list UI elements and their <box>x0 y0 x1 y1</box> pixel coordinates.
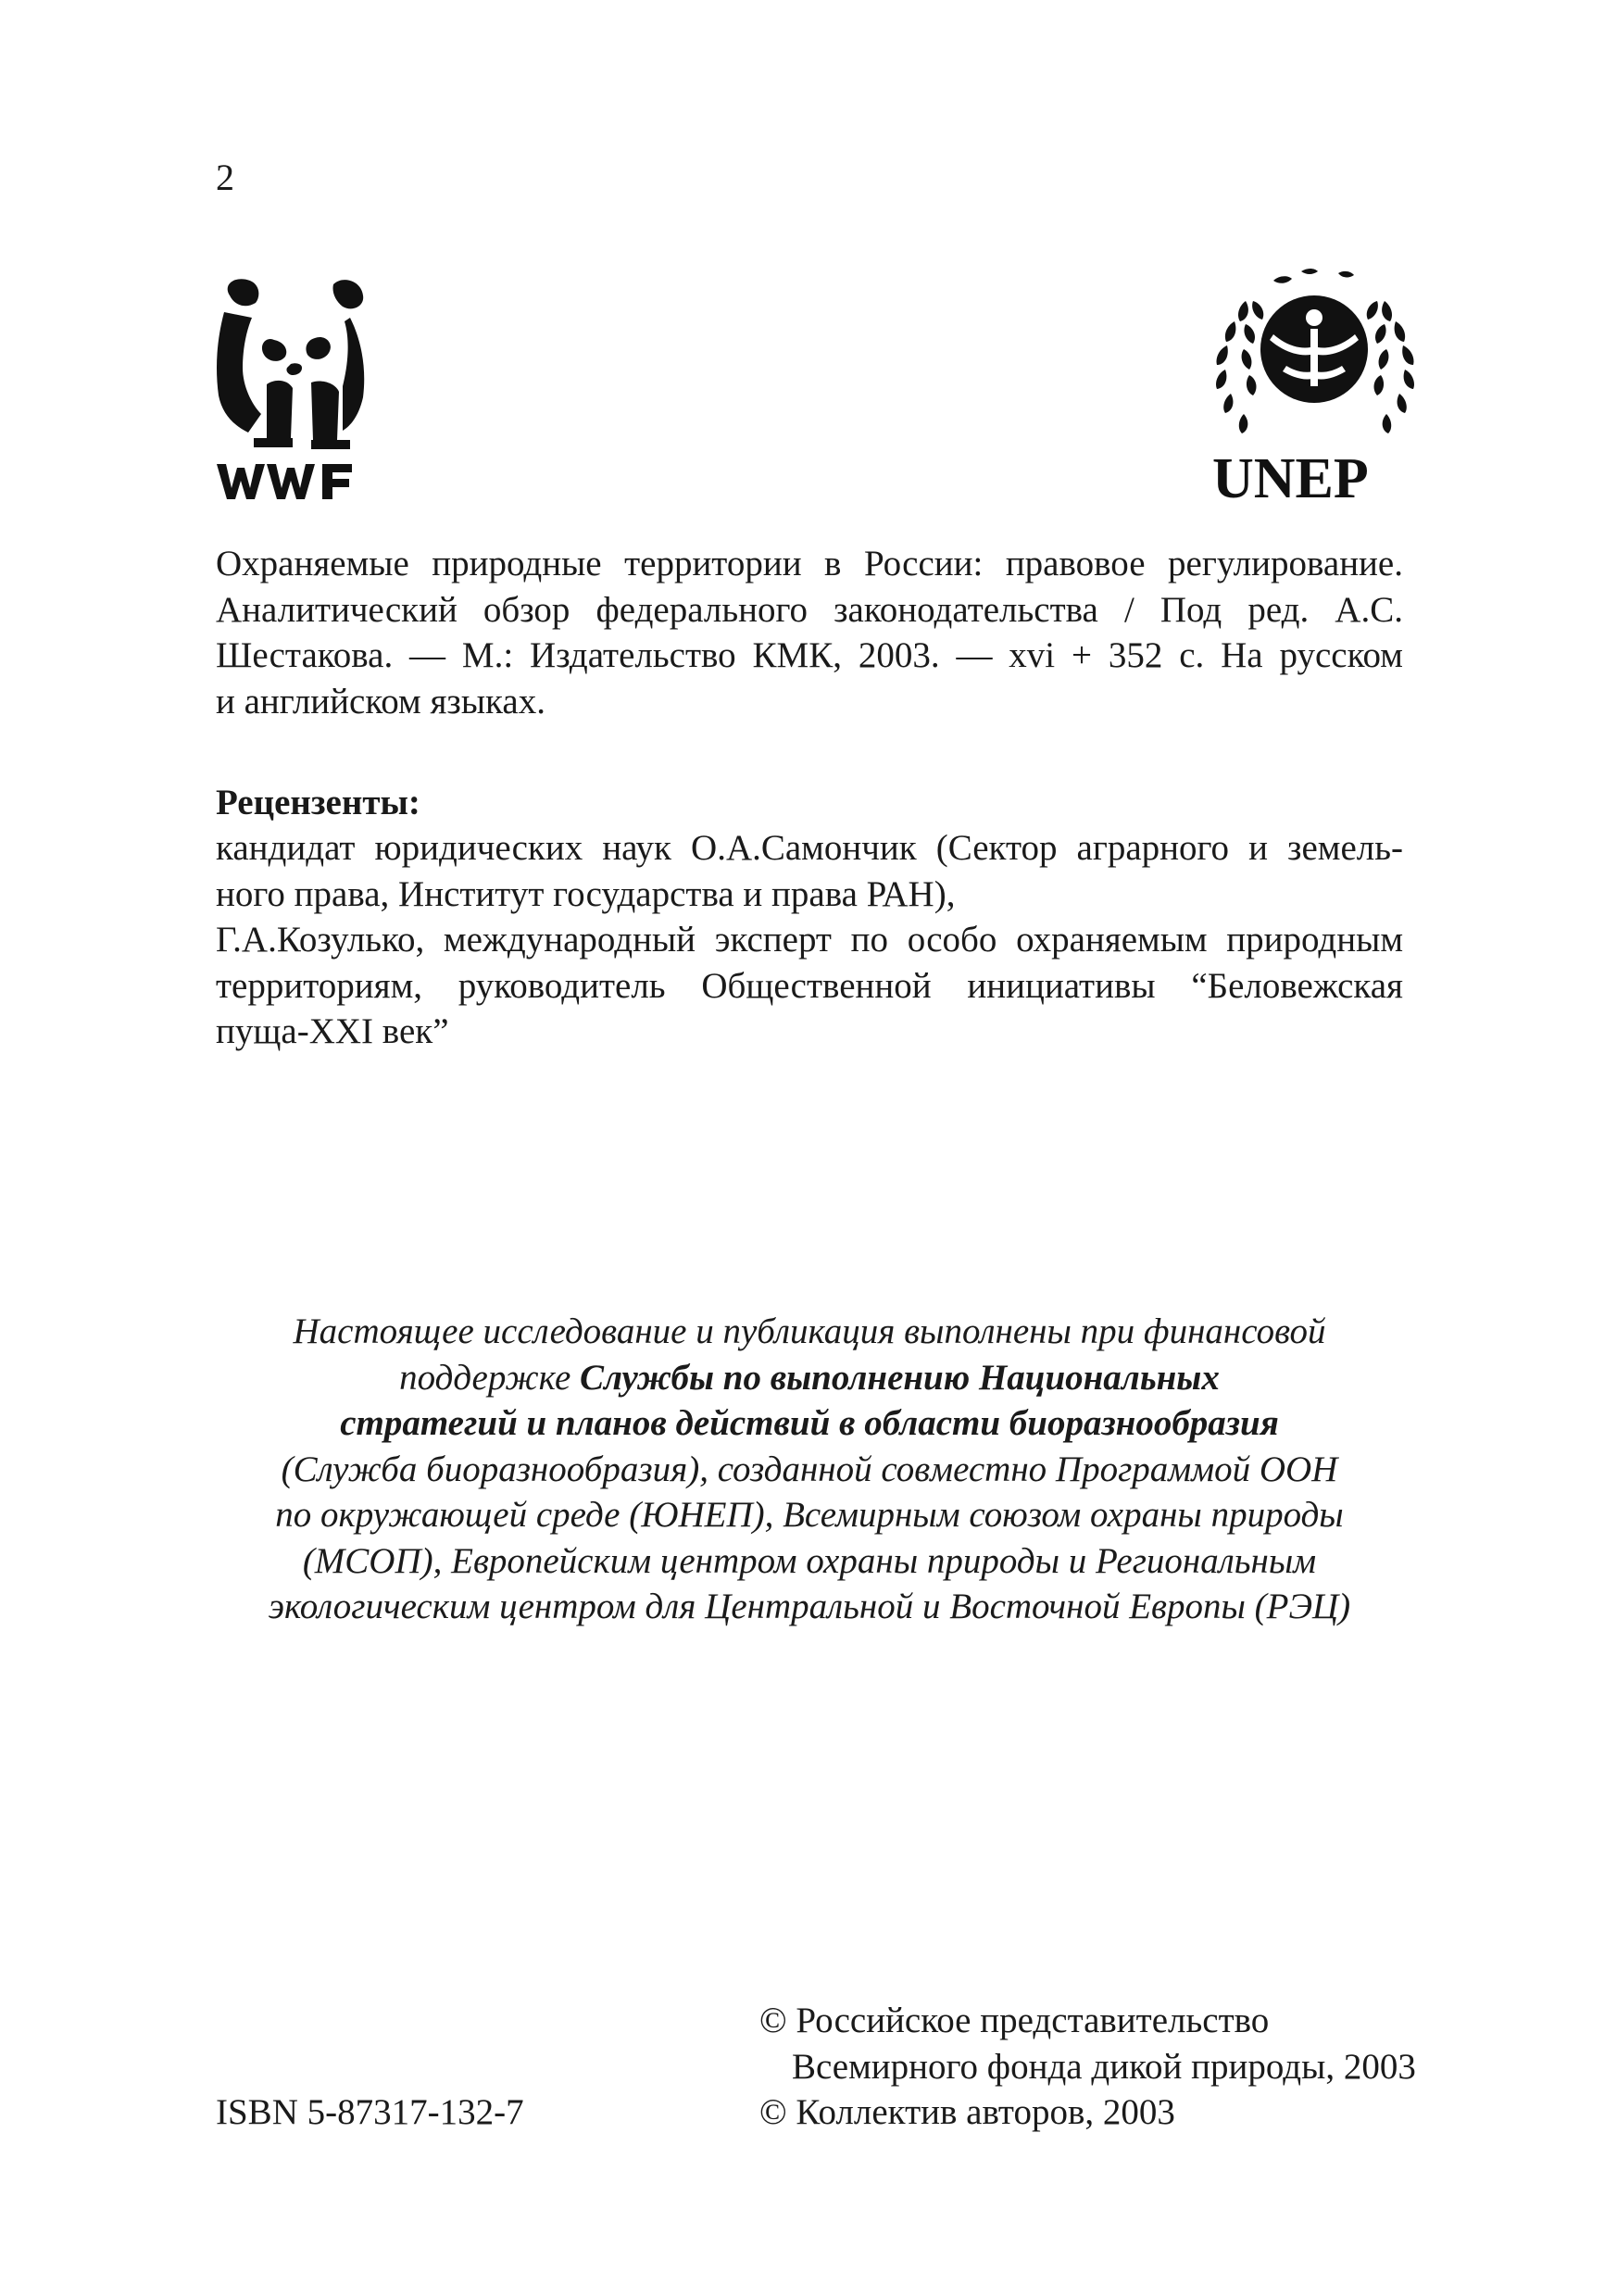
reviewer-line: Г.А.Козулько, международный эксперт по особо охраняемым природным <box>216 920 1403 960</box>
funding-text: поддержке <box>399 1357 581 1398</box>
citation-line: Шестакова. — М.: Издательство КМК, 2003. — xvi + 352 с. На русском <box>216 635 1403 675</box>
reviewer-line: ного права, Институт государства и права РАН), <box>216 873 956 914</box>
un-emblem-icon <box>1209 264 1422 503</box>
funding-line: экологическим центром для Центральной и Восточной Европы (РЭЦ) <box>268 1587 1351 1626</box>
isbn: ISBN 5-87317-132-7 <box>216 2092 524 2132</box>
funding-line <box>216 1400 1403 1447</box>
funding-line: (Служба биоразнообразия), созданной совместно Программой ООН <box>281 1449 1338 1489</box>
reviewer-line: пуща-XXI век” <box>216 1011 449 1051</box>
reviewer-line: территориям, руководитель Общественной инициативы “Беловежская <box>216 965 1403 1006</box>
copyright-notice <box>759 1998 1416 2136</box>
funding-line: по окружающей среде (ЮНЕП), Всемирным союзом охраны природы <box>275 1495 1344 1535</box>
funding-statement <box>216 1309 1403 1630</box>
funding-service-name: стратегий и планов действий в области биоразнообразия <box>340 1403 1279 1443</box>
panda-icon <box>215 275 372 502</box>
page-number: 2 <box>216 157 234 198</box>
funding-line: (МСОП), Европейским центром охраны природы и Региональным <box>302 1540 1317 1581</box>
citation-line: Охраняемые природные территории в России: правовое регулирование. <box>216 544 1403 583</box>
reviewers-list <box>216 825 1403 1055</box>
copyright-line: © Коллектив авторов, 2003 <box>759 2092 1175 2132</box>
copyright-line: Всемирного фонда дикой природы, 2003 <box>792 2046 1416 2087</box>
citation-line: и английском языках. <box>216 681 545 721</box>
bibliographic-citation <box>216 541 1403 724</box>
funding-service-name: Службы по выполнению Национальных <box>580 1357 1220 1398</box>
reviewer-line: кандидат юридических наук О.А.Самончик (Сектор аграрного и земель- <box>216 828 1403 868</box>
funding-line: Настоящее исследование и публикация выполнены при финансовой <box>293 1311 1326 1351</box>
copyright-line: © Российское представительство <box>759 2001 1270 2040</box>
funding-line <box>216 1355 1403 1401</box>
unep-logo <box>1209 264 1422 503</box>
wwf-logo <box>215 275 372 502</box>
reviewers-heading: Рецензенты: <box>216 783 420 822</box>
citation-line: Аналитический обзор федерального законодательства / Под ред. А.С. <box>216 589 1403 630</box>
unep-wordmark: UNEP <box>1212 447 1369 503</box>
